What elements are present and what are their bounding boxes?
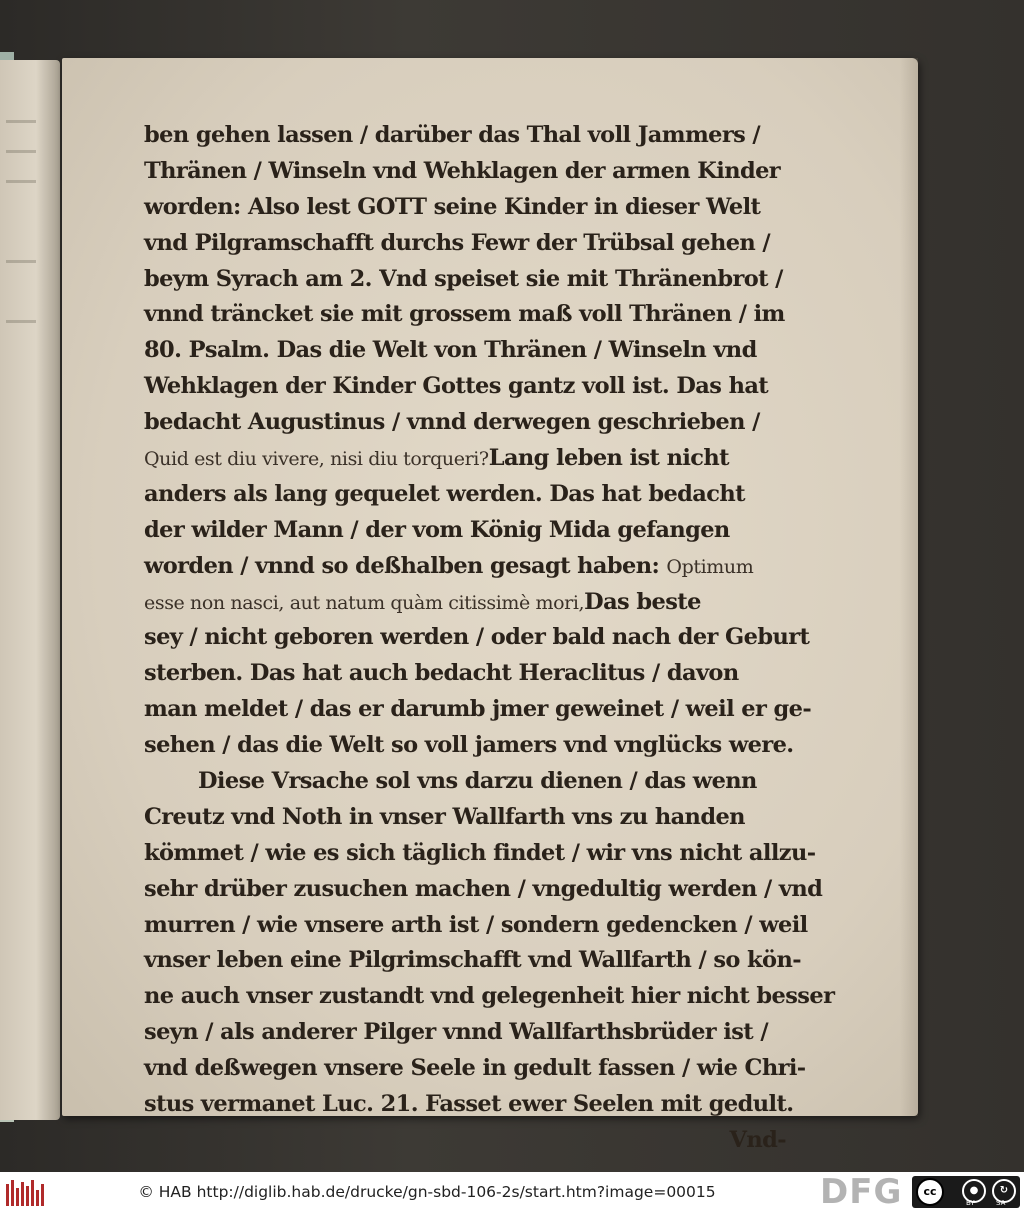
text-line <box>144 190 794 226</box>
line-text: bedacht Augustinus / vnnd derwegen geschrieben / <box>144 409 760 436</box>
text-line <box>144 477 794 513</box>
line-text: vnser leben eine Pilgrimschafft vnd Wallfarth / so kön- <box>144 947 801 974</box>
text-line <box>144 369 794 405</box>
citation-link[interactable]: © HAB http://diglib.hab.de/drucke/gn-sbd-106-2s/start.htm?image=00015 <box>138 1183 716 1201</box>
line-text: stus vermanet Luc. 21. Fasset ewer Seelen mit gedult. <box>144 1091 794 1118</box>
by-attribution-icon: ● <box>962 1179 986 1203</box>
text-line <box>144 118 794 154</box>
text-line <box>144 333 794 369</box>
text-line <box>144 979 835 1015</box>
text-line <box>144 226 794 262</box>
text-line <box>144 908 808 944</box>
text-line <box>144 656 794 692</box>
line-text: kömmet / wie es sich täglich findet / wir vns nicht allzu- <box>144 839 816 866</box>
line-text: Thränen / Winseln vnd Wehklagen der armen Kinder <box>144 157 781 184</box>
text-line <box>144 872 823 908</box>
line-text: anders als lang gequelet werden. Das hat bedacht <box>144 480 745 507</box>
text-line <box>144 943 801 979</box>
line-text: vnd Pilgramschafft durchs Fewr der Trübsal gehen / <box>144 229 771 256</box>
text-line <box>144 692 812 728</box>
line-text: Wehklagen der Kinder Gottes gantz voll ist. Das hat <box>144 373 769 400</box>
line-text: sey / nicht geboren werden / oder bald nach der Geburt <box>144 624 810 651</box>
left-page-edge <box>0 60 60 1120</box>
text-line <box>144 836 816 872</box>
document-page <box>62 58 918 1153</box>
text-line <box>144 620 810 656</box>
text-line <box>144 297 794 333</box>
text-line <box>144 441 794 477</box>
latin-quote: esse non nasci, aut natum quàm citissimè mori, <box>144 591 585 614</box>
text-line <box>144 1015 794 1051</box>
text-line <box>144 154 794 190</box>
line-text: worden / vnnd so deßhalben gesagt haben: <box>144 552 660 579</box>
line-text: Diese Vrsache sol vns darzu dienen / das wenn <box>198 768 757 795</box>
line-text: Das beste <box>584 588 701 615</box>
line-text: Creutz vnd Noth in vnser Wallfarth vns zu handen <box>144 803 745 830</box>
body-text <box>144 118 835 1159</box>
by-label: BY <box>966 1199 975 1207</box>
text-line <box>144 549 794 585</box>
latin-quote: Quid est diu vivere, nisi diu torqueri? <box>144 448 489 471</box>
line-text: beym Syrach am 2. Vnd speiset sie mit Thränenbrot / <box>144 265 783 292</box>
text-line <box>144 1087 794 1123</box>
line-text: der wilder Mann / der vom König Mida gefangen <box>144 516 730 543</box>
text-line <box>144 262 794 298</box>
text-line <box>144 585 794 621</box>
text-line <box>144 1051 806 1087</box>
text-line <box>144 405 794 441</box>
cc-license-badge[interactable] <box>912 1176 1020 1208</box>
footer-bar <box>0 1172 1024 1212</box>
line-text: ben gehen lassen / darüber das Thal voll Jammers / <box>144 122 761 148</box>
catchword: Vnd- <box>729 1126 786 1153</box>
line-text: Lang leben ist nicht <box>488 445 729 472</box>
text-line <box>144 728 794 764</box>
text-line <box>144 764 794 800</box>
line-text: sehen / das die Welt so voll jamers vnd vnglücks were. <box>144 732 794 759</box>
dfg-logo: DFG <box>820 1172 903 1212</box>
line-text: worden: Also lest GOTT seine Kinder in dieser Welt <box>144 193 761 220</box>
latin-quote: Optimum <box>666 555 754 578</box>
line-text: vnd deßwegen vnsere Seele in gedult fassen / wie Chri- <box>144 1055 806 1082</box>
line-text: sehr drüber zusuchen machen / vngedultig werden / vnd <box>144 875 823 902</box>
share-alike-icon: ↻ <box>992 1179 1016 1203</box>
line-text: seyn / als anderer Pilger vnnd Wallfarthsbrüder ist / <box>144 1019 768 1046</box>
line-text: murren / wie vnsere arth ist / sondern gedencken / weil <box>144 911 808 938</box>
cc-icon: cc <box>916 1178 944 1206</box>
line-text: ne auch vnser zustandt vnd gelegenheit hier nicht besser <box>144 983 835 1010</box>
text-line <box>144 513 794 549</box>
text-line <box>144 800 794 836</box>
line-text: 80. Psalm. Das die Welt von Thränen / Winseln vnd <box>144 337 757 364</box>
line-text: vnnd träncket sie mit grossem maß voll Thränen / im <box>144 301 785 328</box>
line-text: sterben. Das hat auch bedacht Heraclitus / davon <box>144 660 739 687</box>
sa-label: SA <box>996 1199 1006 1207</box>
line-text: man meldet / das er darumb jmer geweinet / weil er ge- <box>144 696 812 723</box>
